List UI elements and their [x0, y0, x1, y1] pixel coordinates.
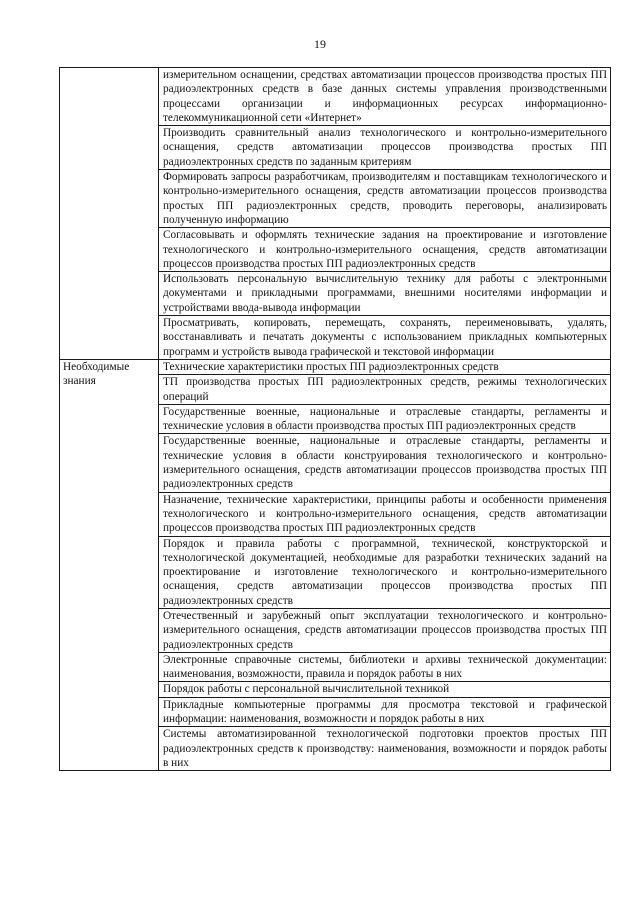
knowledge-text: ТП производства простых ПП радиоэлектронных средств, режимы технологических операций [159, 375, 611, 405]
table-row [60, 359, 611, 374]
skill-text: Формировать запросы разработчикам, производителям и поставщикам технологического и контрольно-измерительного оснащения, средств автоматизации процессов производства простых ПП радиоэлектронных средств, проводить переговоры, анализировать полученную информацию [159, 170, 611, 228]
knowledge-text: Прикладные компьютерные программы для просмотра текстовой и графической информации: наименования, возможности и порядок работы в них [159, 697, 611, 727]
knowledge-text: Назначение, технические характеристики, принципы работы и особенности применения технологического и контрольно-измерительного оснащения, средств автоматизации процессов производства простых ПП радиоэлектронных средств [159, 492, 611, 536]
knowledge-text: Государственные военные, национальные и отраслевые стандарты, регламенты и технические условия в области производства простых ПП радиоэлектронных средств [159, 404, 611, 434]
page-number: 19 [314, 37, 326, 51]
knowledge-text: Технические характеристики простых ПП радиоэлектронных средств [159, 359, 611, 374]
knowledge-text: Отечественный и зарубежный опыт эксплуатации технологического и контрольно-измерительного оснащения, средств автоматизации процессов производства простых ПП радиоэлектронных средств [159, 608, 611, 652]
knowledge-text: Государственные военные, национальные и отраслевые стандарты, регламенты и технические условия в области конструирования технологического и контрольно-измерительного оснащения, средств автоматизации процессов производства простых ПП радиоэлектронных средств [159, 434, 611, 492]
skill-text: Использовать персональную вычислительную технику для работы с электронными документами и прикладными программами, внешними носителями информации и устройствами ввода-вывода информации [159, 272, 611, 316]
knowledge-text: Порядок и правила работы с программной, технической, конструкторской и технологической документацией, необходимые для разработки технических заданий на проектирование и изготовление технологического и контрольно-измерительного оснащения, средств автоматизации процессов производства простых ПП радиоэлектронных средств [159, 536, 611, 608]
knowledge-text: Порядок работы с персональной вычислительной техникой [159, 682, 611, 697]
table-row [60, 68, 611, 126]
skill-text: измерительном оснащении, средствах автоматизации процессов производства простых ПП радиоэлектронных средств в базе данных системы управления производственными процессами организации и информационных ресурсах информационно-телекоммуникационной сети «Интернет» [159, 68, 611, 126]
knowledge-label: Необходимые знания [60, 359, 159, 770]
skill-text: Производить сравнительный анализ технологического и контрольно-измерительного оснащения, средств автоматизации процессов производства простых ПП радиоэлектронных средств по заданным критериям [159, 126, 611, 170]
requirements-table [59, 67, 611, 771]
skills-label-cell [60, 68, 159, 360]
skill-text: Просматривать, копировать, перемещать, сохранять, переименовывать, удалять, восстанавливать и печатать документы с использованием прикладных компьютерных программ и устройств вывода графической и текстовой информации [159, 316, 611, 360]
skill-text: Согласовывать и оформлять технические задания на проектирование и изготовление технологического и контрольно-измерительного оснащения, средств автоматизации процессов производства простых ПП радиоэлектронных средств [159, 228, 611, 272]
knowledge-text: Системы автоматизированной технологической подготовки проектов простых ПП радиоэлектронных средств к производству: наименования, возможности и порядок работы в них [159, 727, 611, 771]
knowledge-text: Электронные справочные системы, библиотеки и архивы технической документации: наименования, возможности, правила и порядок работы в них [159, 652, 611, 682]
